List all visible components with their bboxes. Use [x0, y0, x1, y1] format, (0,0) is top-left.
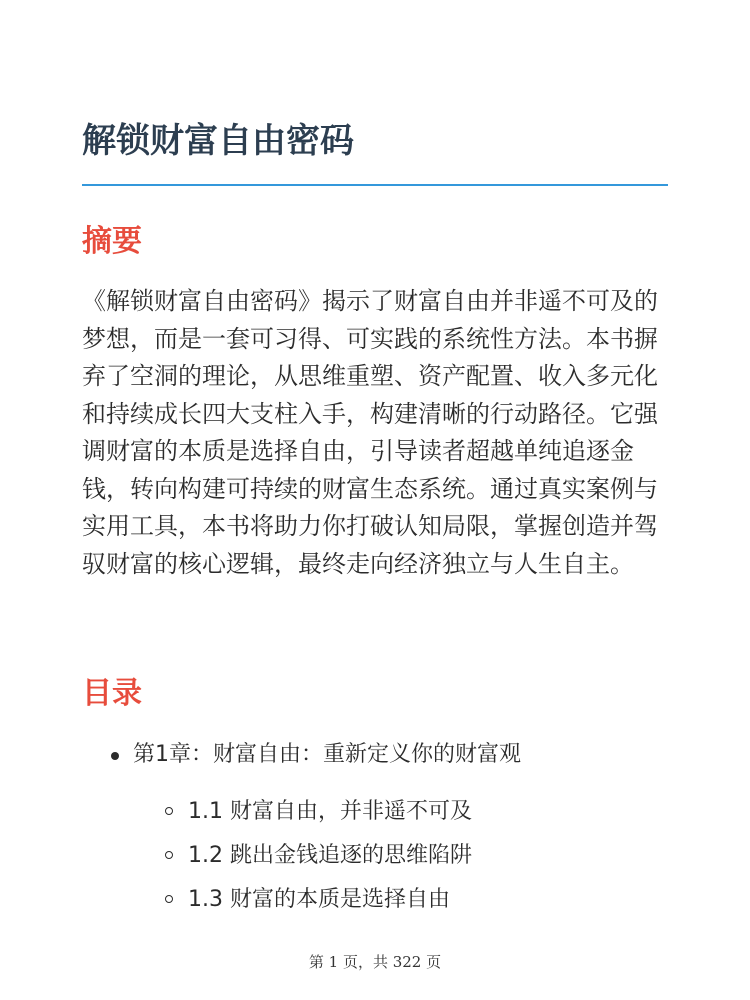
document-title: 解锁财富自由密码 [82, 121, 354, 161]
toc-section-list [82, 790, 668, 922]
title-divider [82, 184, 668, 186]
toc-section-label: 1.3 财富的本质是选择自由 [188, 887, 450, 912]
toc-heading: 目录 [82, 676, 142, 711]
abstract-heading: 摘要 [82, 224, 142, 259]
toc-section-label: 1.1 财富自由，并非遥不可及 [188, 799, 472, 824]
abstract-text: 《解锁财富自由密码》揭示了财富自由并非遥不可及的梦想，而是一套可习得、可实践的系统性方法。本书摒弃了空洞的理论，从思维重塑、资产配置、收入多元化和持续成长四大支柱入手，构建清晰的行动路径。它强调财富的本质是选择自由，引导读者超越单纯追逐金钱，转向构建可持续的财富生态系统。通过真实案例与实用工具，本书将助力你打破认知局限，掌握创造并驾驭财富的核心逻辑，最终走向经济独立与人生自主。 [82, 287, 658, 578]
toc-list [82, 735, 668, 912]
page-number-footer: 第 1 页，共 322 页 [308, 953, 442, 971]
toc-chapter-label: 第1章：财富自由：重新定义你的财富观 [133, 742, 521, 767]
toc-section-item [82, 878, 668, 922]
toc-section-item [82, 834, 668, 878]
bullet-circle-icon [165, 851, 173, 859]
bullet-circle-icon [165, 807, 173, 815]
toc-section-label: 1.2 跳出金钱追逐的思维陷阱 [188, 843, 472, 868]
toc-chapter-item [82, 735, 668, 912]
bullet-circle-icon [165, 895, 173, 903]
bullet-disc-icon [111, 752, 119, 760]
toc-section-item [82, 790, 668, 834]
